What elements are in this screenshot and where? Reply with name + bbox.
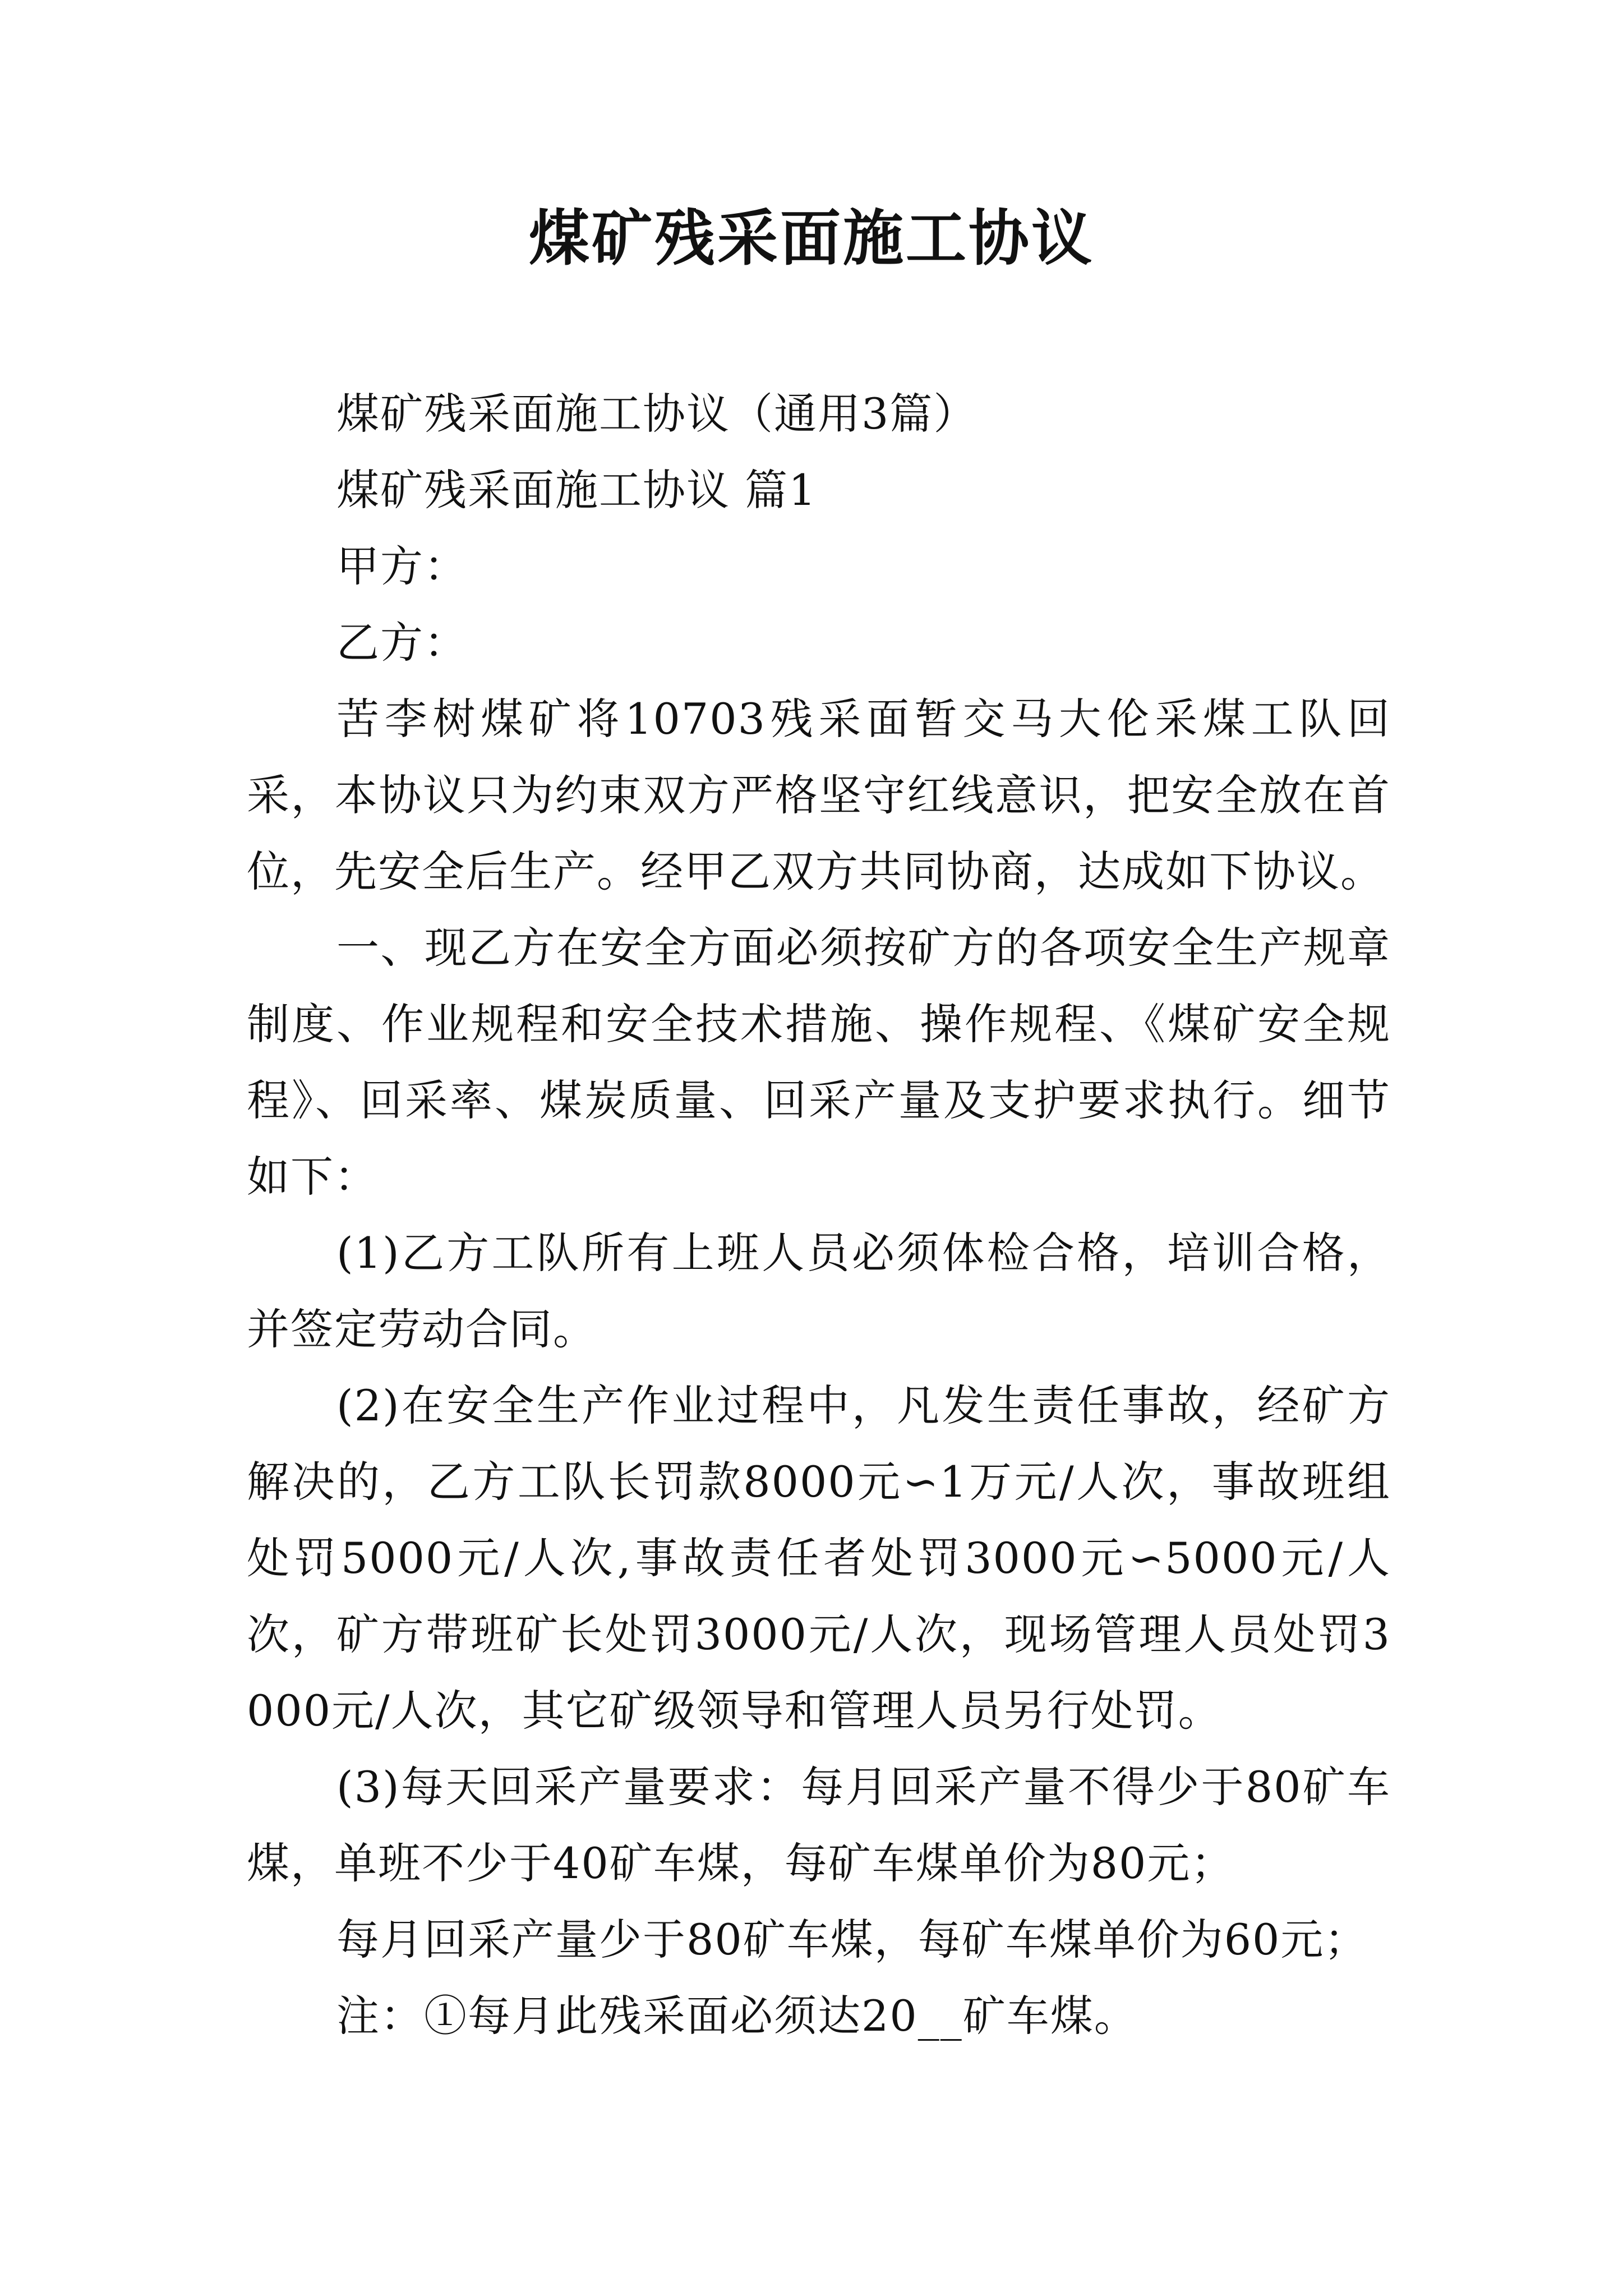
paragraph-party-b: 乙方： — [336, 618, 468, 668]
paragraph-clause-1: 一、现乙方在安全方面必须按矿方的各项安全生产规章制度、作业规程和安全技术措施、操作规程、《煤矿安全规程》、回采率、煤炭质量、回采产量及支护要求执行。细节如下： — [247, 923, 1391, 1202]
paragraph-item-3: (3)每天回采产量要求：每月回采产量不得少于80矿车煤，单班不少于40矿车煤，每矿车煤单价为80元； — [247, 1762, 1391, 1888]
document-body — [247, 376, 1391, 2054]
paragraph-section-heading: 煤矿残采面施工协议 篇1 — [336, 465, 817, 515]
paragraph-intro: 苦李树煤矿将10703残采面暂交马大伦采煤工队回采，本协议只为约束双方严格坚守红线意识，把安全放在首位，先安全后生产。经甲乙双方共同协商，达成如下协议。 — [247, 694, 1391, 896]
paragraph-party-a: 甲方： — [336, 541, 468, 591]
paragraph-item-2: (2)在安全生产作业过程中，凡发生责任事故，经矿方解决的，乙方工队长罚款8000元∽1万元/人次，事故班组处罚5000元/人次,事故责任者处罚3000元∽5000元/人次，矿方带班矿长处罚3000元/人次，现场管理人员处罚3000元/人次，其它矿级领导和管理人员另行处罚。 — [247, 1381, 1391, 1736]
paragraph-item-1: (1)乙方工队所有上班人员必须体检合格，培训合格，并签定劳动合同。 — [247, 1228, 1391, 1354]
paragraph-item-3-continued: 每月回采产量少于80矿车煤，每矿车煤单价为60元； — [336, 1915, 1368, 1964]
paragraph-note: 注：①每月此残采面必须达20__矿车煤。 — [336, 1991, 1138, 2041]
paragraph-subtitle: 煤矿残采面施工协议（通用3篇） — [336, 389, 978, 439]
document-title: 煤矿残采面施工协议 — [528, 203, 1094, 274]
